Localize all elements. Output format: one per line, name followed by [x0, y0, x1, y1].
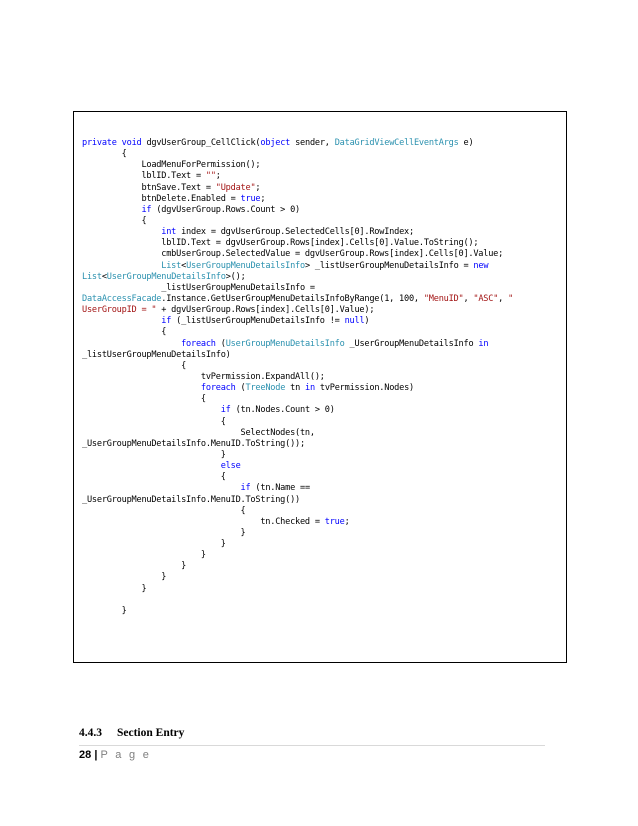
code-line [82, 294, 562, 305]
code-token: foreach [200, 383, 236, 394]
code-token: (dgvUserGroup.Rows.Count > 0) [151, 204, 300, 215]
code-token: foreach [181, 338, 216, 349]
code-token: UserGroupID = " [82, 305, 157, 316]
code-token: .Instance.GetUserGroupMenuDetailsInfoByRange(1, 100, [161, 293, 424, 304]
code-token: SelectNodes(tn, [82, 427, 315, 438]
code-token: lblID.Text = [82, 171, 206, 182]
code-token: DataAccessFacade [82, 293, 162, 304]
code-line [82, 149, 562, 160]
code-token: } [82, 572, 167, 583]
code-token: { [82, 416, 226, 427]
code-token: if [161, 316, 172, 327]
code-line [82, 372, 562, 383]
code-token: if [141, 204, 152, 215]
code-line [82, 506, 562, 517]
code-token: { [82, 394, 206, 405]
section-number: 4.4.3 [79, 727, 102, 739]
code-token: >(); [225, 271, 246, 282]
code-token: ; [344, 516, 350, 527]
code-token: UserGroupMenuDetailsInfo [186, 260, 305, 271]
page-number: 28 [79, 749, 92, 761]
section-title: Section Entry [117, 727, 185, 739]
code-token: else [220, 461, 241, 472]
code-token: lblID.Text = dgvUserGroup.Rows[index].Cells[0].Value.ToString(); [82, 238, 479, 249]
code-token: , [498, 293, 509, 304]
code-line [82, 561, 562, 572]
code-token: { [82, 149, 127, 160]
code-token: ; [255, 182, 261, 193]
code-line [82, 394, 562, 405]
code-token: e) [458, 138, 474, 148]
code-token: tn.Checked = [82, 516, 325, 527]
code-line [82, 283, 562, 294]
code-line [82, 249, 562, 260]
code-line [82, 305, 562, 316]
code-token: } [82, 561, 187, 572]
code-token [82, 316, 161, 326]
code-token: tn [285, 383, 305, 394]
code-token: UserGroupMenuDetailsInfo [106, 271, 226, 282]
code-token: ( [215, 338, 226, 349]
code-token: TreeNode [245, 383, 286, 394]
code-token: sender, [290, 138, 335, 148]
code-line [82, 227, 562, 238]
code-token: new [473, 260, 489, 271]
code-token: ( [235, 383, 246, 394]
code-line [82, 539, 562, 550]
code-token: _UserGroupMenuDetailsInfo [344, 338, 479, 349]
code-token: "ASC" [473, 293, 499, 304]
code-token [82, 339, 181, 349]
code-token: dgvUserGroup_CellClick( [141, 138, 261, 148]
code-token: DataGridViewCellEventArgs [334, 138, 459, 148]
code-line [82, 339, 562, 350]
code-token: LoadMenuForPermission(); [82, 160, 261, 171]
code-token: ) [364, 316, 370, 327]
code-line [82, 428, 562, 439]
code-token: } [82, 583, 147, 594]
code-token: "MenuID" [423, 293, 464, 304]
code-line [82, 550, 562, 561]
section-heading [79, 727, 184, 739]
code-line [82, 383, 562, 394]
code-line [82, 216, 562, 227]
code-token: { [82, 472, 226, 483]
code-token: , [463, 293, 474, 304]
code-token: "Update" [215, 182, 256, 193]
code-token: " [508, 293, 514, 304]
footer-separator: | [94, 749, 98, 761]
code-token: { [82, 360, 187, 371]
code-token: < [101, 271, 107, 282]
code-token: { [82, 505, 246, 516]
code-line [82, 261, 562, 272]
code-line [82, 461, 562, 472]
code-token: in [304, 383, 315, 394]
code-token: "" [205, 171, 216, 182]
code-line [82, 361, 562, 372]
code-token: (tn.Nodes.Count > 0) [230, 405, 335, 416]
page-footer [79, 749, 151, 761]
code-line [82, 450, 562, 461]
code-token: ; [215, 171, 221, 182]
code-token: cmbUserGroup.SelectedValue = dgvUserGroup.Rows[index].Cells[0].Value; [82, 249, 504, 260]
code-line [82, 183, 562, 194]
code-token: tvPermission.ExpandAll(); [82, 371, 325, 382]
code-token: if [240, 483, 251, 494]
code-line [82, 171, 562, 182]
code-line [82, 350, 562, 361]
code-line [82, 517, 562, 528]
code-token: _UserGroupMenuDetailsInfo.MenuID.ToString()) [82, 494, 300, 505]
code-token: index = dgvUserGroup.SelectedCells[0].RowIndex; [176, 227, 414, 238]
code-token: UserGroupMenuDetailsInfo [225, 338, 345, 349]
code-token [82, 261, 161, 271]
code-token: object [260, 138, 291, 148]
code-token: List [82, 271, 102, 282]
code-token: List [161, 260, 182, 271]
code-line [82, 138, 562, 149]
code-line [82, 595, 562, 606]
code-line [82, 205, 562, 216]
code-token: void [121, 138, 142, 148]
code-token [82, 383, 201, 393]
code-token: } [82, 539, 226, 550]
code-token: > _listUserGroupMenuDetailsInfo = [304, 260, 474, 271]
code-token: true [324, 516, 345, 527]
code-token: < [181, 260, 187, 271]
code-line [82, 160, 562, 171]
code-token: } [82, 527, 246, 538]
code-line [82, 528, 562, 539]
code-token: btnSave.Text = [82, 182, 216, 193]
code-token: btnDelete.Enabled = [82, 193, 241, 204]
code-line [82, 238, 562, 249]
code-line [82, 572, 562, 583]
code-line [82, 417, 562, 428]
code-line [82, 327, 562, 338]
code-token: + dgvUserGroup.Rows[index].Cells[0].Value); [156, 305, 375, 316]
code-listing-box [73, 111, 567, 663]
page-label: P a g e [100, 749, 152, 761]
code-token: { [82, 327, 167, 338]
code-line [82, 472, 562, 483]
code-token: (_listUserGroupMenuDetailsInfo != [171, 316, 345, 327]
code-token: in [478, 338, 489, 349]
code-token: true [240, 193, 261, 204]
code-token: int [161, 227, 177, 238]
code-line [82, 483, 562, 494]
code-line [82, 316, 562, 327]
code-line [82, 405, 562, 416]
code-token [82, 227, 161, 237]
code-token [82, 461, 221, 471]
code-token: _listUserGroupMenuDetailsInfo = [82, 282, 315, 293]
code-token: (tn.Name == [250, 483, 310, 494]
code-token [82, 205, 141, 215]
code-line [82, 495, 562, 506]
code-line [82, 194, 562, 205]
code-token: { [82, 215, 147, 226]
code-token: } [82, 550, 206, 561]
code-token: private [82, 138, 117, 148]
code-line [82, 272, 562, 283]
code-token: _UserGroupMenuDetailsInfo.MenuID.ToString()); [82, 438, 305, 449]
code-token: ; [260, 193, 266, 204]
code-token [82, 483, 241, 493]
code-token: null [344, 316, 365, 327]
code-token: _listUserGroupMenuDetailsInfo) [82, 349, 231, 360]
code-token: if [220, 405, 231, 416]
code-line [82, 584, 562, 595]
code-token: } [82, 605, 127, 616]
code-token [82, 405, 221, 415]
footer-divider [79, 745, 545, 746]
code-token: tvPermission.Nodes) [314, 383, 414, 394]
code-listing [82, 138, 562, 617]
code-line [82, 439, 562, 450]
code-token: } [82, 449, 226, 460]
code-line [82, 606, 562, 617]
